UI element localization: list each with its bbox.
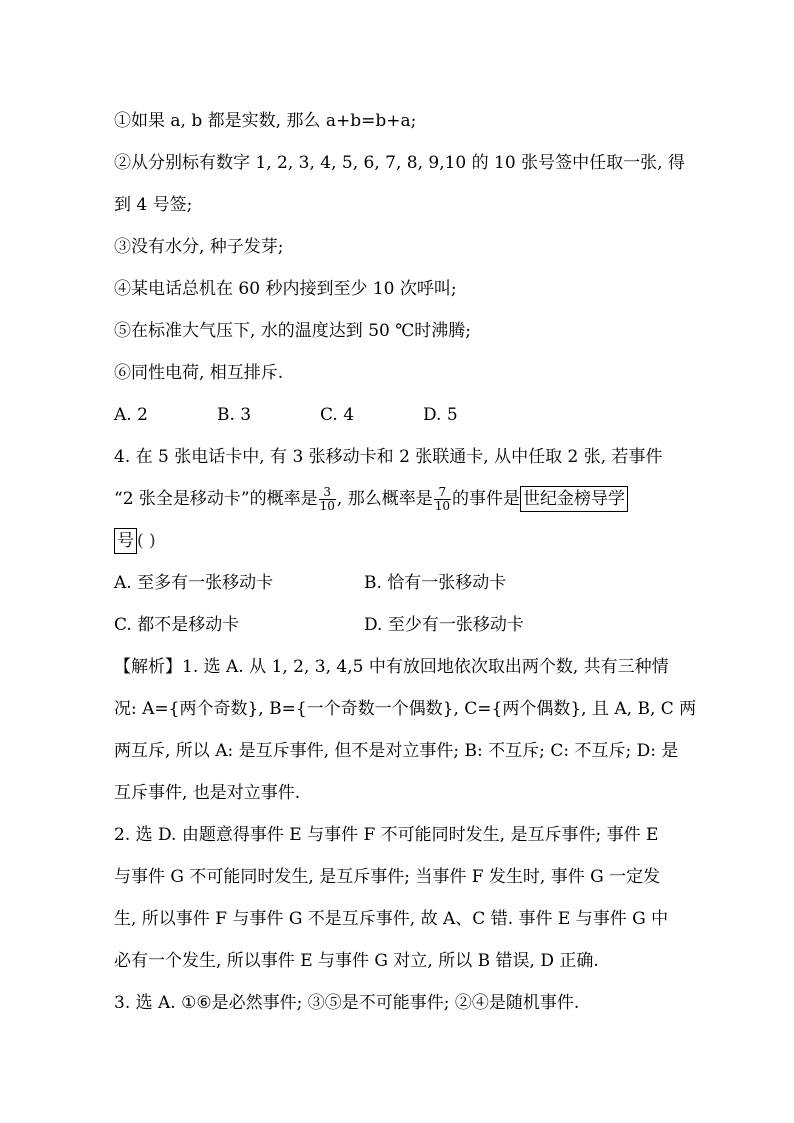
q4-text: “2 张全是移动卡”的概率是 <box>114 489 318 509</box>
q4-options-row2 <box>114 604 704 646</box>
q4-option-c: C. 都不是移动卡 <box>114 615 240 635</box>
q3-option-c: C. 4 <box>320 405 355 425</box>
q3-item: ①如果 a, b 都是实数, 那么 a+b=b+a; <box>114 111 417 131</box>
watermark-box: 世纪金榜导学 <box>520 486 628 512</box>
analysis-line: 与事件 G 不可能同时发生, 是互斥事件; 当事件 F 发生时, 事件 G 一定发 <box>114 867 661 887</box>
answer-bracket: ( ) <box>137 531 156 551</box>
q4-option-b: B. 恰有一张移动卡 <box>364 573 507 593</box>
fraction-3-10: $\frac{3}{10}$ <box>319 485 335 513</box>
q3-item: ③没有水分, 种子发芽; <box>114 237 284 257</box>
analysis-line: 2. 选 D. 由题意得事件 E 与事件 F 不可能同时发生, 是互斥事件; 事件 E <box>114 825 659 845</box>
q3-item: ④某电话总机在 60 秒内接到至少 10 次呼叫; <box>114 279 457 299</box>
q3-options <box>114 394 704 436</box>
q4-line1: 4. 在 5 张电话卡中, 有 3 张移动卡和 2 张联通卡, 从中任取 2 张, 若事件 <box>114 447 663 467</box>
q4-line2 <box>114 478 704 520</box>
watermark-box: 号 <box>114 528 137 554</box>
q4-option-d: D. 至少有一张移动卡 <box>364 615 524 635</box>
q3-option-a: A. 2 <box>114 405 148 425</box>
analysis-label: 【解析】 <box>114 657 182 677</box>
q4-text: 的事件是 <box>451 489 520 509</box>
q3-item: ②从分别标有数字 1, 2, 3, 4, 5, 6, 7, 8, 9,10 的 10 张号签中任取一张, 得 <box>114 153 685 173</box>
analysis-line: 【解析】1. 选 A. 从 1, 2, 3, 4,5 中有放回地依次取出两个数, 共有三种情 <box>114 657 669 677</box>
q3-item: 到 4 号签; <box>114 195 193 215</box>
document-body <box>114 100 704 1024</box>
q3-item: ⑤在标准大气压下, 水的温度达到 50 ℃时沸腾; <box>114 321 471 341</box>
q3-option-d: D. 5 <box>423 405 458 425</box>
fraction-7-10: $\frac{7}{10}$ <box>434 485 450 513</box>
analysis-line: 况: A={两个奇数}, B={一个奇数一个偶数}, C={两个偶数}, 且 A, B, C 两 <box>114 699 697 719</box>
analysis-line: 3. 选 A. ①⑥是必然事件; ③⑤是不可能事件; ②④是随机事件. <box>114 993 580 1013</box>
q3-item: ⑥同性电荷, 相互排斥. <box>114 363 284 383</box>
q4-text: , 那么概率是 <box>336 489 433 509</box>
analysis-line: 必有一个发生, 所以事件 E 与事件 G 对立, 所以 B 错误, D 正确. <box>114 951 599 971</box>
analysis-line: 互斥事件, 也是对立事件. <box>114 783 301 803</box>
q3-option-b: B. 3 <box>217 405 252 425</box>
analysis-line: 两互斥, 所以 A: 是互斥事件, 但不是对立事件; B: 不互斥; C: 不互斥; D: 是 <box>114 741 679 761</box>
analysis-line: 生, 所以事件 F 与事件 G 不是互斥事件, 故 A、C 错. 事件 E 与事件 G 中 <box>114 909 669 929</box>
q4-option-a: A. 至多有一张移动卡 <box>114 573 274 593</box>
q4-options-row1 <box>114 562 704 604</box>
q4-line3 <box>114 520 704 562</box>
